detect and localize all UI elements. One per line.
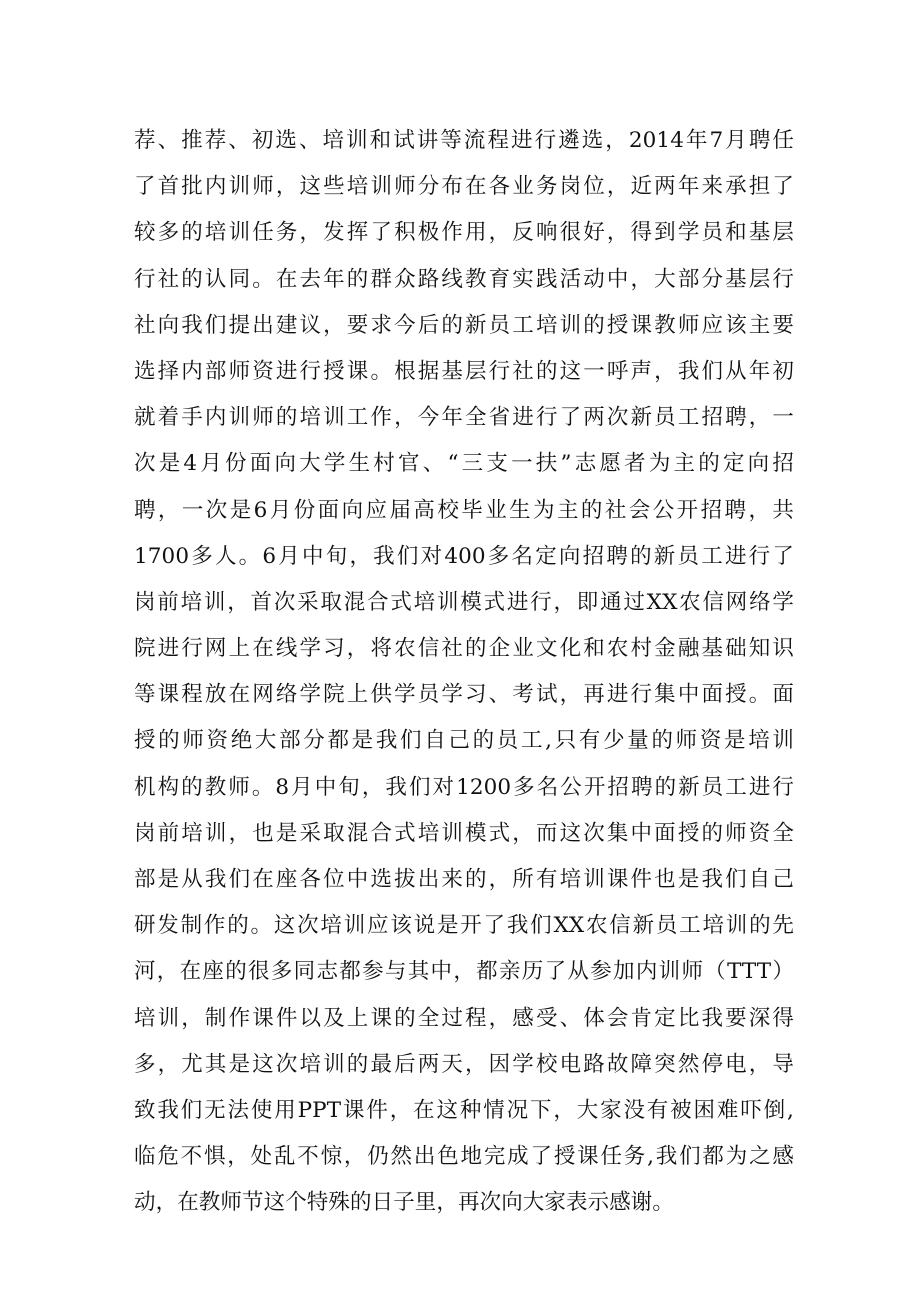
- text-line: 岗前培训，也是采取混合式培训模式，而这次集中面授的师资全: [134, 820, 794, 846]
- text-line: 1700多人。6月中旬，我们对400多名定向招聘的新员工进行了: [134, 543, 794, 569]
- text-line: 社向我们提出建议，要求今后的新员工培训的授课教师应该主要: [134, 312, 794, 338]
- text-line: 等课程放在网络学院上供学员学习、考试，再进行集中面授。面: [134, 682, 794, 708]
- text-line: 机构的教师。8月中旬，我们对1200多名公开招聘的新员工进行: [134, 774, 794, 800]
- text-line: 研发制作的。这次培训应该说是开了我们XX农信新员工培训的先: [134, 913, 794, 939]
- text-line: 就着手内训师的培训工作，今年全省进行了两次新员工招聘，一: [134, 405, 794, 431]
- text-line: 较多的培训任务，发挥了积极作用，反响很好，得到学员和基层: [134, 220, 794, 246]
- text-line: 动，在教师节这个特殊的日子里，再次向大家表示感谢。: [134, 1190, 675, 1216]
- text-line: 培训，制作课件以及上课的全过程，感受、体会肯定比我要深得: [134, 1005, 794, 1031]
- text-line: 多，尤其是这次培训的最后两天，因学校电路故障突然停电，导: [134, 1051, 794, 1077]
- text-line: 行社的认同。在去年的群众路线教育实践活动中，大部分基层行: [134, 266, 794, 292]
- text-line: 聘，一次是6月份面向应届高校毕业生为主的社会公开招聘，共: [134, 497, 794, 523]
- text-line: 选择内部师资进行授课。根据基层行社的这一呼声，我们从年初: [134, 358, 794, 384]
- text-line: 岗前培训，首次采取混合式培训模式进行，即通过XX农信网络学: [134, 589, 794, 615]
- text-line: 临危不惧，处乱不惊，仍然出色地完成了授课任务,我们都为之感: [134, 1144, 794, 1170]
- text-line: 致我们无法使用PPT课件，在这种情况下，大家没有被困难吓倒,: [134, 1097, 794, 1123]
- body-paragraph: [134, 118, 794, 1227]
- text-line: 河，在座的很多同志都参与其中，都亲历了从参加内训师（TTT）: [134, 959, 794, 985]
- text-line: 次是4月份面向大学生村官、“三支一扶”志愿者为主的定向招: [134, 451, 794, 477]
- text-line: 部是从我们在座各位中选拔出来的，所有培训课件也是我们自己: [134, 867, 794, 892]
- text-line: 院进行网上在线学习，将农信社的企业文化和农村金融基础知识: [134, 636, 794, 662]
- text-line: 了首批内训师，这些培训师分布在各业务岗位，近两年来承担了: [134, 174, 794, 200]
- text-line: 荐、推荐、初选、培训和试讲等流程进行遴选，2014年7月聘任: [134, 128, 794, 153]
- text-line: 授的师资绝大部分都是我们自己的员工,只有少量的师资是培训: [134, 728, 794, 754]
